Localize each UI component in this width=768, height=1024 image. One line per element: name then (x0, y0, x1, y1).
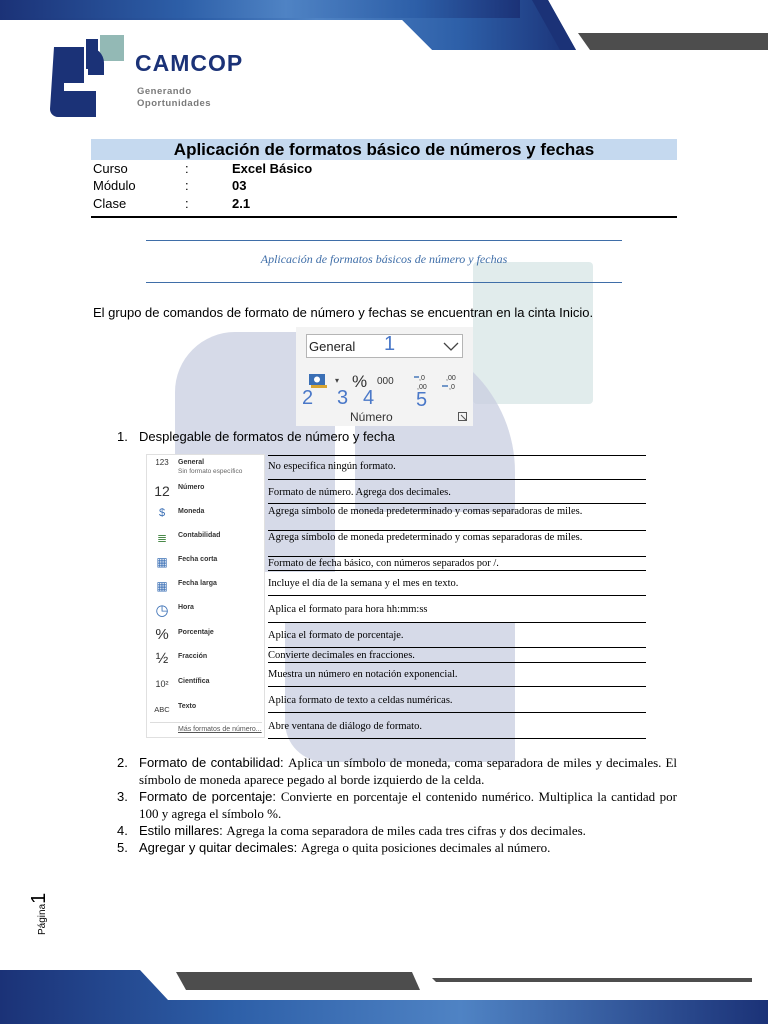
percent-icon: % (155, 626, 169, 643)
definition-row: Convierte decimales en fracciones. (268, 650, 415, 661)
list-item-5 (117, 839, 677, 856)
list-item-label: Formato de porcentaje: (139, 789, 276, 804)
menu-divider (150, 722, 262, 723)
definition-row: Incluye el día de la semana y el mes en texto. (268, 578, 459, 589)
info-key: Módulo (93, 178, 136, 193)
definition-row: Agrega símbolo de moneda predeterminado y comas separadoras de miles. (268, 532, 583, 543)
list-item-number: 3. (117, 789, 128, 804)
def-rule (268, 503, 646, 504)
svg-text:,0: ,0 (449, 384, 455, 391)
calendar-short-icon: ▦ (156, 555, 168, 569)
definition-row: Muestra un número en notación exponencial. (268, 669, 458, 680)
definition-row: Aplica formato de texto a celdas numéricas. (268, 695, 453, 706)
callout-2: 2 (302, 387, 314, 409)
accounting-icon: ≣ (156, 531, 168, 545)
menu-item-hora[interactable] (148, 601, 263, 623)
definition-row: Aplica el formato de porcentaje. (268, 630, 404, 641)
menu-item-moneda[interactable] (148, 505, 263, 527)
brand-name: CAMCOP (135, 50, 244, 76)
info-value: Excel Básico (232, 161, 313, 176)
fraction-icon: ½ (155, 650, 169, 667)
menu-item-label: Porcentaje (178, 629, 214, 636)
menu-item-numero[interactable] (148, 481, 263, 503)
definition-row: Formato de fecha básico, con números separados por /. (268, 558, 499, 569)
def-rule (268, 479, 646, 480)
subtitle-bottom-rule (146, 282, 622, 283)
info-value: 2.1 (232, 196, 251, 211)
info-value: 03 (232, 178, 247, 193)
def-rule (268, 662, 646, 663)
info-row-curso (93, 160, 677, 178)
dialog-launcher-icon[interactable] (458, 412, 468, 422)
decrease-decimal-icon[interactable] (441, 372, 463, 392)
def-rule (268, 712, 646, 713)
info-row-modulo (93, 177, 677, 195)
info-sep: : (185, 196, 189, 211)
number-12-icon: 12 (154, 483, 170, 499)
info-sep: : (185, 161, 189, 176)
menu-item-sublabel: Sin formato específico (178, 468, 243, 475)
menu-item-label: Fecha larga (178, 580, 217, 587)
text-abc-icon: ABC (154, 705, 170, 714)
comma-style-button[interactable]: 000 (377, 376, 394, 387)
def-rule (268, 622, 646, 623)
list-item-text: Desplegable de formatos de número y fecha (139, 429, 395, 444)
list-item-text: Agrega o quita posiciones decimales al número. (300, 840, 551, 855)
def-rule (268, 570, 646, 571)
menu-item-fecha-larga[interactable] (148, 577, 263, 599)
info-sep: : (185, 178, 189, 193)
definition-row: Formato de número. Agrega dos decimales. (268, 487, 451, 498)
dropdown-value: General (309, 339, 356, 354)
menu-item-porcentaje[interactable] (148, 626, 263, 648)
menu-item-label: Moneda (178, 508, 205, 515)
menu-item-label: Fracción (178, 653, 208, 660)
percent-style-button[interactable]: % (352, 372, 368, 391)
menu-item-label: Texto (178, 703, 197, 710)
svg-text:,00: ,00 (446, 375, 456, 382)
callout-4: 4 (363, 387, 375, 409)
menu-item-label: Número (178, 484, 205, 491)
brand-tagline-line2: Oportunidades (137, 98, 212, 109)
svg-text:,0: ,0 (419, 375, 425, 382)
callout-5: 5 (416, 389, 428, 411)
page-number (28, 875, 68, 935)
def-rule (268, 738, 646, 739)
definition-row: No especifica ningún formato. (268, 461, 396, 472)
menu-item-label: Hora (178, 604, 194, 611)
menu-item-label: Fecha corta (178, 556, 218, 563)
menu-item-label: General (178, 459, 205, 466)
definition-row: Agrega símbolo de moneda predeterminado y comas separadoras de miles. (268, 506, 583, 517)
definition-row: Abre ventana de diálogo de formato. (268, 721, 422, 732)
ribbon-group-label: Número (350, 410, 393, 424)
list-item-label: Formato de contabilidad: (139, 755, 284, 770)
chevron-down-icon (443, 342, 459, 352)
accounting-dropdown-arrow[interactable]: ▾ (335, 376, 340, 385)
list-item-number: 1. (117, 429, 128, 444)
list-item-label: Estilo millares: (139, 823, 223, 838)
definition-row: Aplica el formato para hora hh:mm:ss (268, 604, 428, 615)
menu-item-cientifica[interactable] (148, 675, 263, 697)
list-item-label: Agregar y quitar decimales: (139, 840, 298, 855)
list-item-2 (117, 754, 677, 788)
callout-1: 1 (384, 333, 396, 355)
menu-item-fraccion[interactable] (148, 650, 263, 672)
info-row-clase (93, 195, 677, 213)
list-item-text: Aplica un símbolo de moneda, coma separadora de miles y decimales. El símbolo de moneda aparece pegado al borde izquierdo de la celda. (139, 755, 677, 787)
page-number-value: 1 (28, 892, 50, 904)
menu-item-label: Científica (178, 678, 210, 685)
info-key: Curso (93, 161, 128, 176)
clock-123-icon: 123 (155, 458, 169, 467)
menu-item-contabilidad[interactable] (148, 529, 263, 551)
list-item-number: 5. (117, 840, 128, 855)
clock-icon: ◷ (155, 602, 169, 619)
document-title: Aplicación de formatos básico de números y fechas (91, 139, 677, 160)
subtitle: Aplicación de formatos básicos de número y fechas (260, 252, 508, 266)
calendar-long-icon: ▦ (156, 579, 168, 593)
callout-3: 3 (337, 387, 349, 409)
camcop-logo-mark (50, 33, 128, 121)
currency-icon: $ (158, 507, 166, 519)
info-bottom-rule (91, 216, 677, 218)
list-item-text: Convierte en porcentaje el contenido numérico. Multiplica la cantidad por 100 y agrega el símbolo %. (139, 789, 677, 821)
list-item-4 (117, 822, 677, 839)
more-formats-link[interactable]: Más formatos de número... (178, 726, 262, 733)
def-rule (268, 455, 646, 456)
def-rule (268, 595, 646, 596)
list-item-number: 2. (117, 755, 128, 770)
intro-paragraph: El grupo de comandos de formato de número y fechas se encuentran en la cinta Inicio. (93, 305, 594, 320)
svg-text:,00: ,00 (417, 384, 427, 391)
menu-item-general[interactable] (148, 456, 263, 478)
info-key: Clase (93, 196, 127, 211)
scientific-icon: 10² (155, 679, 169, 689)
subtitle-top-rule (146, 240, 622, 241)
page-word: Página (37, 903, 48, 935)
list-item-3 (117, 788, 677, 822)
brand-tagline-line1: Generando (137, 86, 192, 97)
footer-decoration (0, 966, 768, 1024)
menu-item-fecha-corta[interactable] (148, 553, 263, 575)
menu-item-texto[interactable] (148, 700, 263, 722)
list-item-text: Agrega la coma separadora de miles cada tres cifras y dos decimales. (226, 823, 586, 838)
list-item-number: 4. (117, 823, 128, 838)
def-rule (268, 686, 646, 687)
menu-item-label: Contabilidad (178, 532, 221, 539)
def-rule (268, 647, 646, 648)
